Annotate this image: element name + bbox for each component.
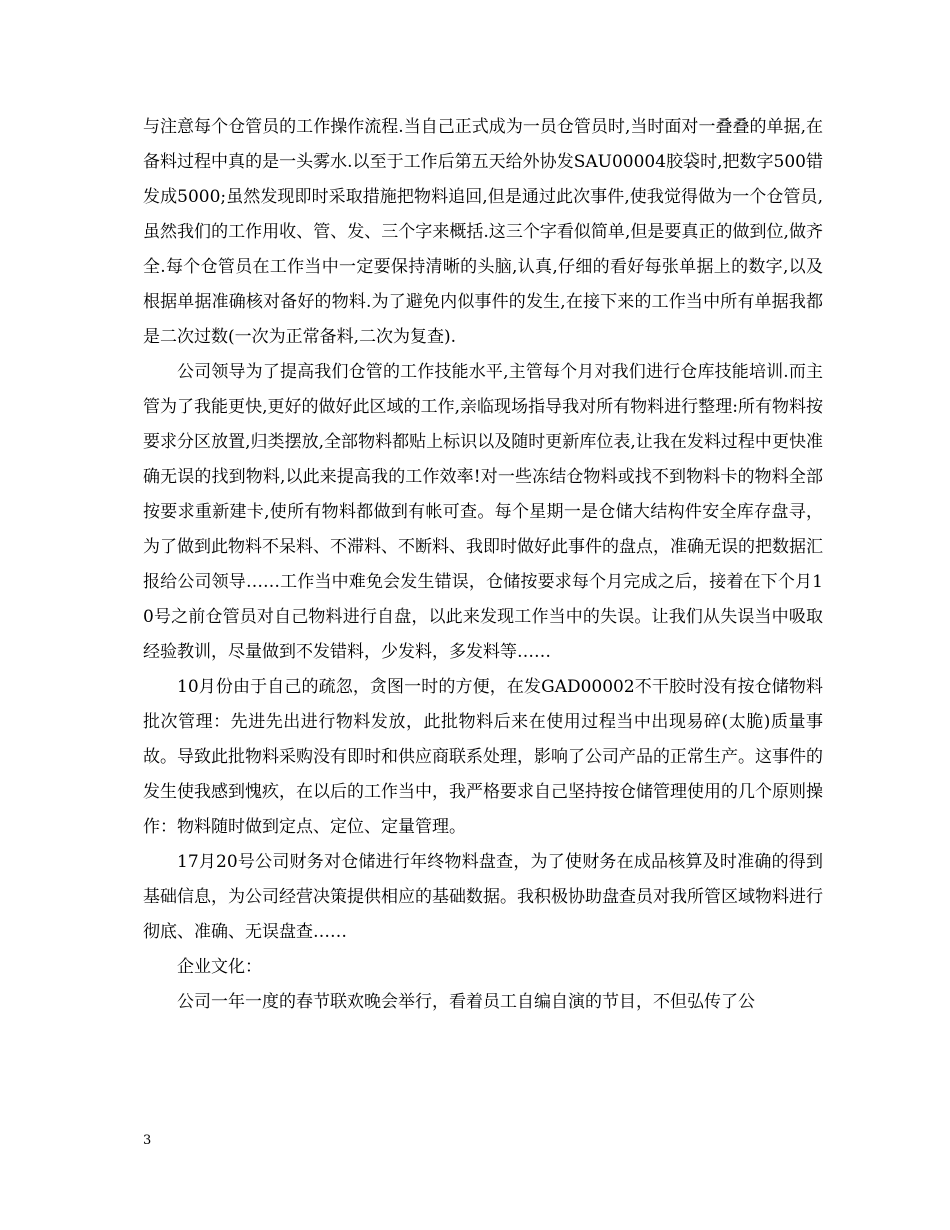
paragraph-1: 与注意每个仓管员的工作操作流程.当自己正式成为一员仓管员时,当时面对一叠叠的单据,在备料过程中真的是一头雾水.以至于工作后第五天给外协发SAU00004胶袋时,把数字500错发成5000;虽然发现即时采取措施把物料追回,但是通过此次事件,使我觉得做为一个仓管员,虽然我们的工作用收、管、发、三个字来概括.这三个字看似简单,但是要真正的做到位,做齐全.每个仓管员在工作当中一定要保持清晰的头脑,认真,仔细的看好每张单据上的数字,以及根据单据准确核对备好的物料.为了避免内似事件的发生,在接下来的工作当中所有单据我都是二次过数(一次为正常备料,二次为复查). — [143, 117, 823, 347]
section-heading-corporate-culture: 企业文化： — [177, 957, 262, 977]
paragraph-2: 公司领导为了提高我们仓管的工作技能水平,主管每个月对我们进行仓库技能培训.而主管为了我能更快,更好的做好此区域的工作,亲临现场指导我对所有物料进行整理:所有物料按要求分区放置,归类摆放,全部物料都贴上标识以及随时更新库位表,让我在发料过程中更快准确无误的找到物料,以此来提高我的工作效率!对一些冻结仓物料或找不到物料卡的物料全部按要求重新建卡,使所有物料都做到有帐可查。每个星期一是仓储大结构件安全库存盘寻，为了做到此物料不呆料、不滞料、不断料、我即时做好此事件的盘点，准确无误的把数据汇报给公司领导……工作当中难免会发生错误，仓储按要求每个月完成之后，接着在下个月10号之前仓管员对自己物料进行自盘，以此来发现工作当中的失误。让我们从失误当中吸取经验教训，尽量做到不发错料，少发料，多发料等…… — [143, 362, 823, 662]
body-text — [143, 110, 823, 1020]
paragraph-4: 17月20号公司财务对仓储进行年终物料盘查，为了使财务在成品核算及时准确的得到基础信息，为公司经营决策提供相应的基础数据。我积极协助盘查员对我所管区域物料进行彻底、准确、无误盘查…… — [143, 852, 823, 942]
paragraph-6: 公司一年一度的春节联欢晚会举行，看着员工自编自演的节目，不但弘传了公 — [177, 992, 755, 1012]
page-number: 3 — [143, 1133, 152, 1148]
paragraph-3: 10月份由于自己的疏忽，贪图一时的方便，在发GAD00002不干胶时没有按仓储物料批次管理：先进先出进行物料发放，此批物料后来在使用过程当中出现易碎(太脆)质量事故。导致此批物料采购没有即时和供应商联系处理，影响了公司产品的正常生产。这事件的发生使我感到愧疚，在以后的工作当中，我严格要求自己坚持按仓储管理使用的几个原则操作：物料随时做到定点、定位、定量管理。 — [143, 677, 823, 837]
